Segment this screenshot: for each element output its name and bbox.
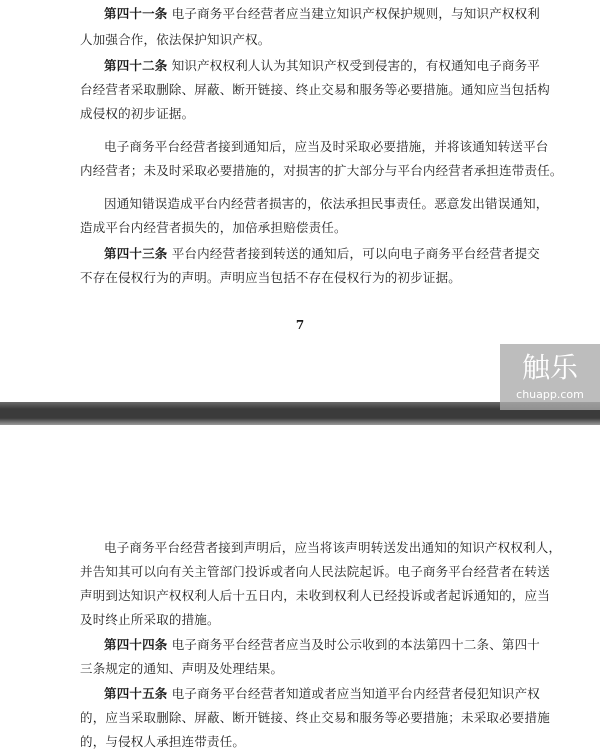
document-page-bottom [0, 425, 600, 756]
text-line: 不存在侵权行为的声明。声明应当包括不存在侵权行为的初步证据。 [80, 270, 462, 285]
text-line: 电子商务平台经营者接到通知后，应当及时采取必要措施，并将该通知转送平台 [104, 139, 549, 154]
chuapp-watermark [500, 344, 600, 410]
article-text: 电子商务平台经营者知道或者应当知道平台内经营者侵犯知识产权 [167, 686, 540, 701]
watermark-url: chuapp.com [516, 388, 584, 401]
text-line: 电子商务平台经营者接到声明后，应当将该声明转送发出通知的知识产权权利人， [104, 540, 562, 555]
article-heading: 第四十三条 [104, 246, 168, 261]
article-heading: 第四十五条 [104, 686, 168, 701]
text-line [104, 686, 600, 702]
text-line: 三条规定的通知、声明及处理结果。 [80, 661, 284, 676]
text-line: 声明到达知识产权权利人后十五日内，未收到权利人已经投诉或者起诉通知的，应当 [80, 588, 550, 603]
article-heading: 第四十二条 [104, 58, 168, 73]
text-line [104, 246, 600, 262]
text-line: 并告知其可以向有关主管部门投诉或者向人民法院起诉。电子商务平台经营者在转送 [80, 564, 550, 579]
text-line: 因通知错误造成平台内经营者损害的，依法承担民事责任。恶意发出错误通知， [104, 196, 549, 211]
article-text: 电子商务平台经营者应当及时公示收到的本法第四十二条、第四十 [167, 637, 540, 652]
text-line: 造成平台内经营者损失的，加倍承担赔偿责任。 [80, 220, 347, 235]
article-text: 知识产权权利人认为其知识产权受到侵害的，有权通知电子商务平 [167, 58, 540, 73]
text-line: 的，应当采取删除、屏蔽、断开链接、终止交易和服务等必要措施；未采取必要措施 [80, 710, 550, 725]
text-line: 内经营者；未及时采取必要措施的，对损害的扩大部分与平台内经营者承担连带责任。 [80, 163, 563, 178]
page-number: 7 [295, 318, 305, 332]
article-heading: 第四十一条 [104, 6, 168, 21]
text-line [104, 6, 600, 22]
text-line: 的，与侵权人承担连带责任。 [80, 734, 246, 749]
text-line: 人加强合作，依法保护知识产权。 [80, 32, 271, 47]
article-text: 电子商务平台经营者应当建立知识产权保护规则，与知识产权权利 [167, 6, 540, 21]
text-line [104, 58, 600, 74]
watermark-logo: 触乐 [521, 351, 578, 384]
text-line: 台经营者采取删除、屏蔽、断开链接、终止交易和服务等必要措施。通知应当包括构 [80, 82, 550, 97]
text-line: 及时终止所采取的措施。 [80, 612, 220, 627]
article-text: 平台内经营者接到转送的通知后，可以向电子商务平台经营者提交 [167, 246, 540, 261]
text-line: 成侵权的初步证据。 [80, 106, 195, 121]
article-heading: 第四十四条 [104, 637, 168, 652]
text-line [104, 637, 600, 653]
